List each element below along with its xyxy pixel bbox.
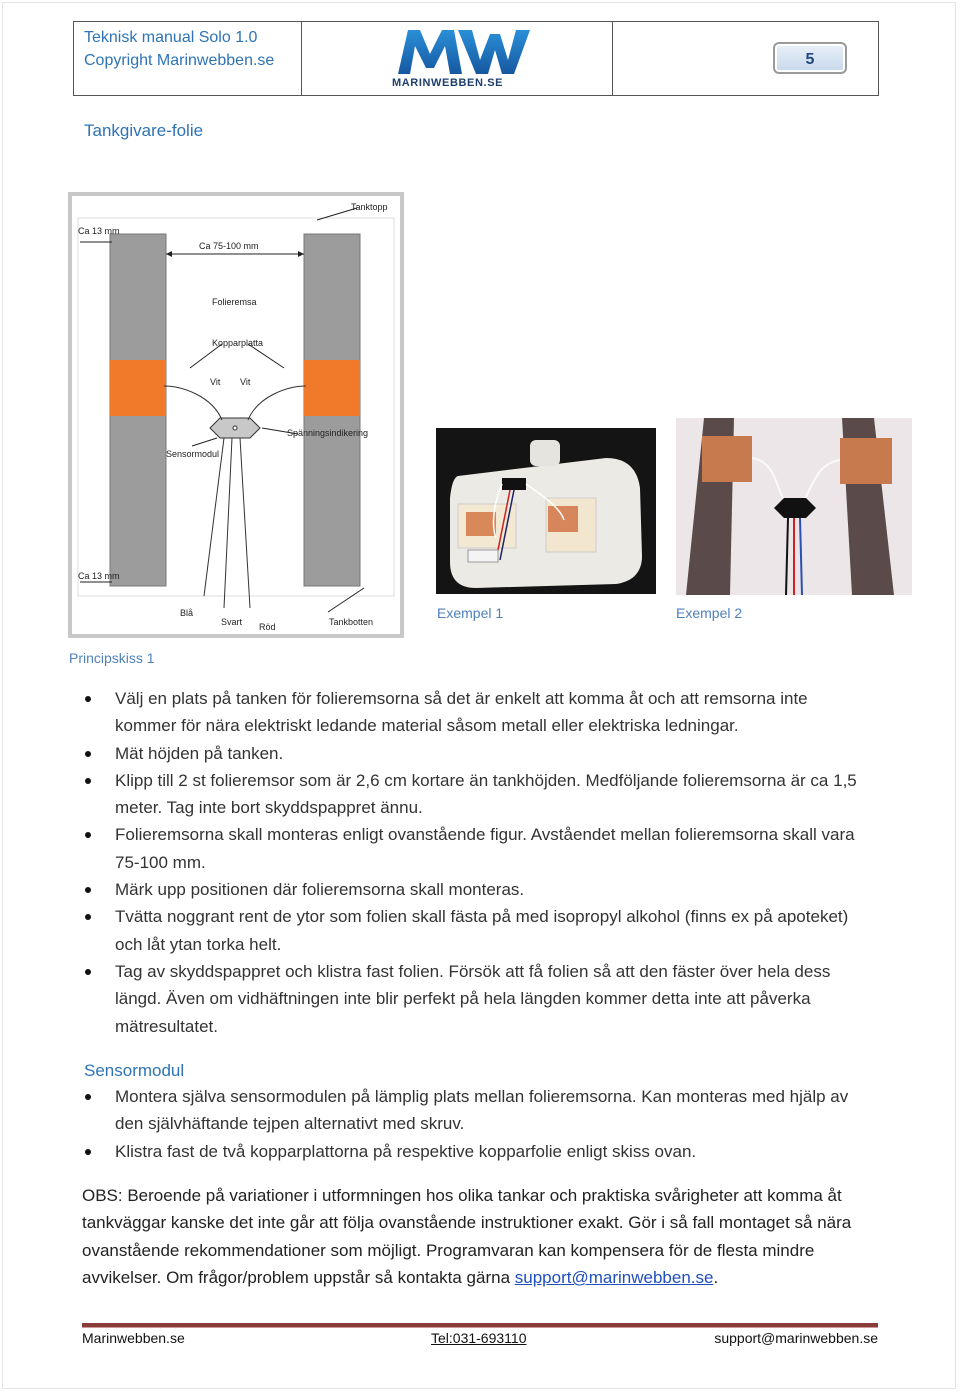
list-item: Klipp till 2 st folieremsor som är 2,6 cm kortare än tankhöjden. Medföljande folieremsorna är ca 1,5 meter. Tag inte bort skyddspappret ännu. (82, 767, 872, 822)
footer-email: support@marinwebben.se (714, 1330, 878, 1346)
header-info (74, 22, 302, 95)
sensormodul-list (82, 1083, 872, 1165)
list-item: Mät höjden på tanken. (82, 740, 872, 767)
label-kopparplatta: Kopparplatta (212, 338, 264, 348)
label-rod: Röd (259, 622, 276, 632)
list-item: Välj en plats på tanken för folieremsorna så det är enkelt att komma åt och att remsorna inte kommer för nära elektriskt ledande material såsom metall eller elektriska ledningar. (82, 685, 872, 740)
example-2-caption: Exempel 2 (676, 605, 743, 621)
label-ca75: Ca 75-100 mm (199, 241, 259, 251)
label-svart: Svart (221, 617, 243, 627)
copyright: Copyright Marinwebben.se (84, 52, 275, 69)
obs-text: OBS: Beroende på variationer i utformningen hos olika tankar och praktiska svårigheter att komma åt tankväggar kanske det inte går att följa ovanstående instruktioner exakt. Gör i så fall montaget så nära ovanstående rekommendationer som möjligt. Programvaran kan kompensera för de flesta mindre avvikelser. Om frågor/problem uppstår så kontakta gärna (82, 1186, 852, 1287)
footer-site: Marinwebben.se (82, 1330, 185, 1346)
sketch-caption: Principskiss 1 (69, 650, 155, 666)
tank-photo-image (436, 428, 656, 594)
label-tankbotten: Tankbotten (329, 617, 374, 627)
obs-note (82, 1182, 882, 1291)
label-ca13-bottom: Ca 13 mm (78, 571, 120, 581)
footer-divider (82, 1323, 878, 1328)
obs-end: . (713, 1267, 719, 1287)
list-item: Märk upp positionen där folieremsorna skall monteras. (82, 876, 872, 903)
sketch-drawing (72, 196, 400, 634)
list-item: Montera själva sensormodulen på lämplig plats mellan folieremsorna. Kan monteras med hjälp av den självhäftande tejpen alternativt med skruv. (82, 1083, 872, 1138)
page-header (73, 21, 879, 96)
logo (302, 22, 613, 95)
principle-sketch (68, 192, 404, 638)
example-1-photo (436, 428, 656, 594)
label-vit-right: Vit (240, 377, 251, 387)
label-vit-left: Vit (210, 377, 221, 387)
example-1-caption: Exempel 1 (437, 605, 504, 621)
label-spanningsindikering: Spänningsindikering (287, 428, 369, 438)
label-sensormodul: Sensormodul (166, 449, 220, 459)
list-item: Folieremsorna skall monteras enligt ovanstående figur. Avståendet mellan folieremsorna skall vara 75-100 mm. (82, 821, 872, 876)
manual-title: Teknisk manual Solo 1.0 (84, 29, 258, 46)
footer-phone-link[interactable]: Tel:031-693110 (431, 1330, 527, 1346)
example-2-photo (676, 418, 912, 595)
label-bla: Blå (180, 608, 194, 618)
marinwebben-logo-icon (396, 24, 536, 84)
header-page-box (613, 22, 878, 95)
list-item: Tvätta noggrant rent de ytor som folien skall fästa på med isopropyl alkohol (finns ex på apoteket) och låt ytan torka helt. (82, 903, 872, 958)
label-ca13-top: Ca 13 mm (78, 226, 120, 236)
sensormodul-heading: Sensormodul (84, 1061, 185, 1080)
label-tanktopp: Tanktopp (351, 202, 388, 212)
foil-strips-photo-image (676, 418, 912, 595)
logo-wordmark: MARINWEBBEN.SE (392, 77, 504, 89)
instruction-list (82, 685, 872, 1040)
list-item: Tag av skyddspappret och klistra fast folien. Försök att få folien så att den fäster över hela dess längd. Även om vidhäftningen inte blir perfekt på hela längden kommer detta inte att påverka mätresultatet. (82, 958, 872, 1040)
section-title: Tankgivare-folie (84, 121, 204, 140)
support-email-link[interactable]: support@marinwebben.se (514, 1267, 714, 1287)
page-number-badge: 5 (773, 42, 847, 74)
label-folieremsa: Folieremsa (212, 297, 257, 307)
list-item: Klistra fast de två kopparplattorna på respektive kopparfolie enligt skiss ovan. (82, 1138, 872, 1165)
